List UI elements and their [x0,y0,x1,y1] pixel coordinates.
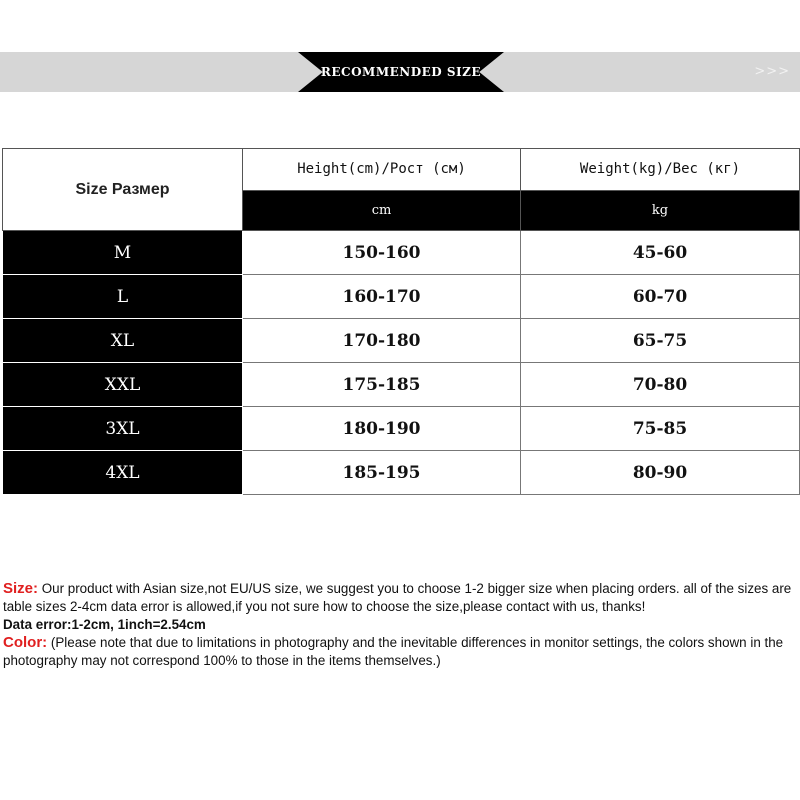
size-note-text: Our product with Asian size,not EU/US size, we suggest you to choose 1-2 bigger size when placing orders. all of the sizes are table sizes 2-4cm data error is allowed,if you not sure how to choose the size,please contact with us, thanks! [3,581,792,614]
weight-cell: 80-90 [521,451,800,495]
table-row [3,231,800,275]
size-cell: L [3,275,243,319]
size-notes [3,580,798,670]
table-row [3,275,800,319]
header-weight-unit: kg [521,190,800,231]
table-row [3,407,800,451]
color-note [3,634,798,670]
size-chart-table [2,148,800,495]
header-height-unit: cm [243,190,521,231]
header-size-en: Size [75,180,108,198]
size-cell: 4XL [3,451,243,495]
size-note [3,580,798,616]
color-note-label: Color: [3,634,48,651]
header-size-ru: Размер [111,180,170,198]
data-error-note: Data error:1-2cm, 1inch=2.54cm [3,617,206,632]
weight-cell: 70-80 [521,363,800,407]
table-row [3,363,800,407]
height-cell: 160-170 [243,275,521,319]
table-row [3,319,800,363]
weight-cell: 65-75 [521,319,800,363]
header-size [3,149,243,231]
weight-cell: 45-60 [521,231,800,275]
height-cell: 150-160 [243,231,521,275]
weight-cell: 75-85 [521,407,800,451]
size-note-label: Size: [3,580,39,597]
height-cell: 175-185 [243,363,521,407]
header-weight: Weight(kg)/Вес (кг) [521,149,800,191]
size-cell: M [3,231,243,275]
banner-arrows: >>> [754,64,790,79]
weight-cell: 60-70 [521,275,800,319]
size-cell: XL [3,319,243,363]
height-cell: 170-180 [243,319,521,363]
height-cell: 180-190 [243,407,521,451]
color-note-text: (Please note that due to limitations in photography and the inevitable differences in monitor settings, the colors shown in the photography may not correspond 100% to those in the items themselves.) [3,635,784,668]
height-cell: 185-195 [243,451,521,495]
header-height: Height(cm)/Рост (см) [243,149,521,191]
table-row [3,451,800,495]
size-cell: 3XL [3,407,243,451]
size-cell: XXL [3,363,243,407]
banner-title: RECOMMENDED SIZE [320,65,482,79]
